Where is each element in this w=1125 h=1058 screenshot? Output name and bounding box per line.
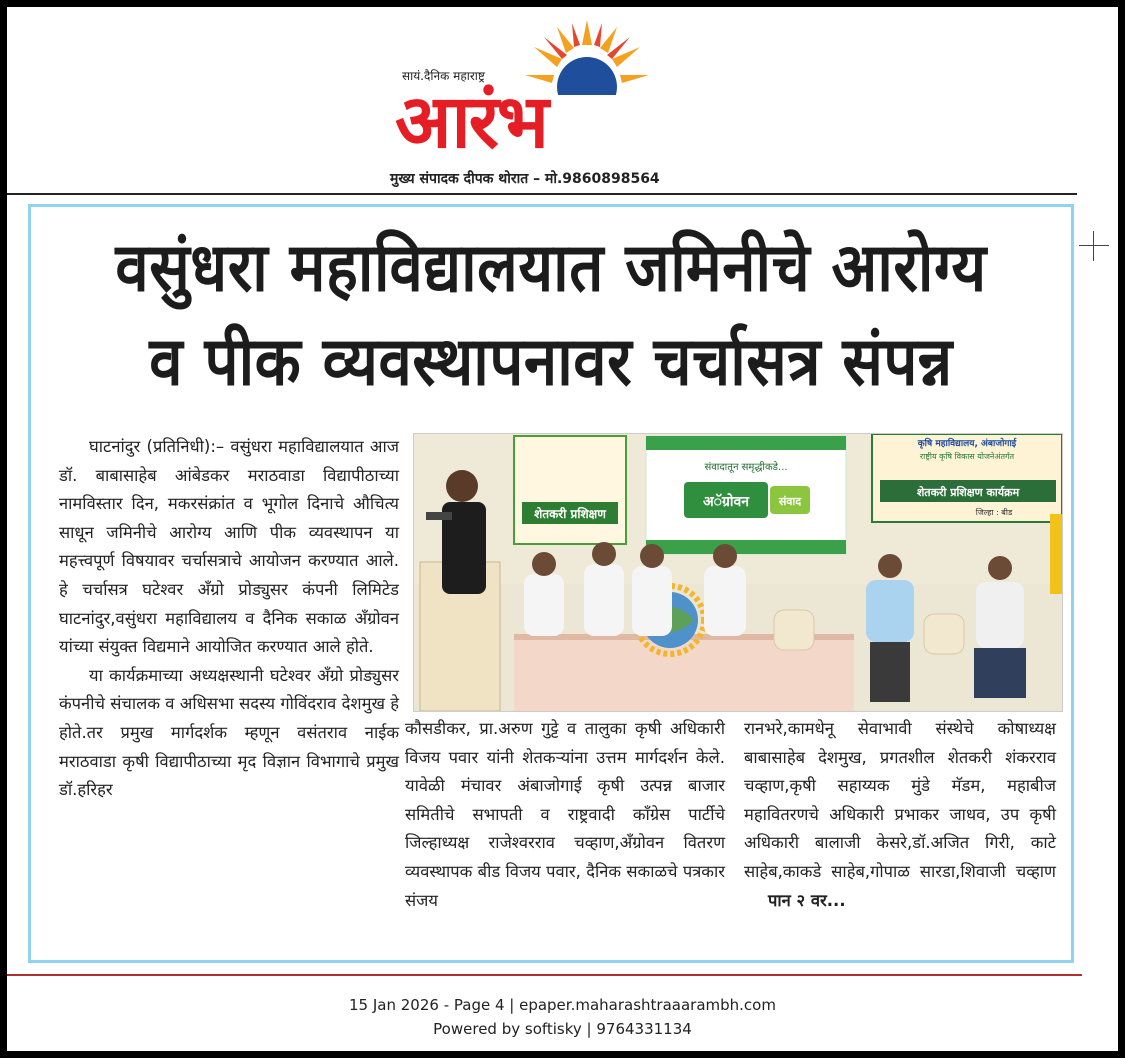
footer-date-page: 15 Jan 2026 - Page 4 | epaper.maharashtraaarambh.com (349, 996, 776, 1014)
newspaper-logo: आरंभ (395, 79, 547, 165)
masthead-tagline: सायं.दैनिक महाराष्ट्र (402, 69, 485, 83)
paragraph-intro: घाटनांदुर (प्रतिनिधी):– वसुंधरा महाविद्यालयात आज डॉ. बाबासाहेब आंबेडकर मराठवाडा विद्यापीठाच्या नामविस्तार दिन, मकरसंक्रांत व भूगोल दिनाचे औचित्य साधून जमिनीचे आरोग्य आणि पीक व्यवस्थापन या महत्त्वपूर्ण विषयावर चर्चासत्राचे आयोजन करण्यात आले. हे चर्चासत्र घटेश्वर अँग्रो प्रोड्युसर कंपनी लिमिटेड घाटनांदुर,वसुंधरा महाविद्यालय व दैनिक सकाळ अँग्रोवन यांच्या संयुक्त विद्यमाने आयोजित करण्यात आले होते. (59, 437, 399, 657)
banner-center-tagline: संवादातून समृद्धीकडे... (704, 462, 788, 473)
banner-right-district: जिल्हा : बीड (975, 508, 1013, 517)
banner-left-title: शेतकरी प्रशिक्षण (534, 507, 606, 521)
banner-right (872, 434, 1062, 522)
article-column-1 (59, 433, 399, 805)
banner-right-title: शेतकरी प्रशिक्षण कार्यक्रम (916, 486, 1020, 499)
article-column-2 (405, 715, 725, 915)
event-photo (413, 433, 1063, 712)
banner-right-line-1: कृषि महाविद्यालय, अंबाजोगाई (917, 439, 1017, 449)
crop-mark-icon (1079, 231, 1109, 261)
banner-center (646, 436, 846, 554)
article-box (28, 204, 1074, 963)
event-photo-illustration (414, 434, 1062, 711)
masthead (7, 7, 1118, 197)
epaper-page (7, 7, 1118, 1051)
banner-right-line-2: राष्ट्रीय कृषि विकास योजनेअंतर्गत (919, 452, 1015, 461)
article-column-3 (744, 715, 1056, 915)
footer-divider (7, 974, 1082, 976)
paragraph-chair: या कार्यक्रमाच्या अध्यक्षस्थानी घटेश्वर अँग्रो प्रोड्युसर कंपनीचे संचालक व अधिसभा सदस्य गोविंदराव देशमुख हे होते.तर प्रमुख मार्गदर्शक म्हणून वसंतराव नाईक मराठवाडा कृषी विद्यापीठाच्या मृद विज्ञान विभागाचे प्रमुख डॉ.हरिहर (59, 665, 399, 800)
headline-line-2: व पीक व्यवस्थापनावर चर्चासत्र संपन्न (149, 322, 953, 402)
paragraph-attendees: रानभरे,कामधेनू सेवाभावी संस्थेचे कोषाध्यक्ष बाबासाहेब देशमुख, प्रगतशील शेतकरी शंकरराव चव्हाण,कृषी सहाय्यक मुंडे मॅडम, महाबीज महावितरणचे अधिकारी प्रभाकर जाधव, उप कृषी अधिकारी बालाजी केसरे,डॉ.अजित गिरी, काटे साहेब,काकडे साहेब,गोपाळ सारडा,शिवाजी चव्हाण (744, 719, 1056, 881)
editor-line: मुख्य संपादक दीपक थोरात – मो.9860898564 (390, 171, 660, 187)
banner-center-brand: अॅग्रोवन (702, 494, 750, 510)
footer-powered-by: Powered by softisky | 9764331134 (433, 1020, 692, 1038)
paragraph-guests: कौसडीकर, प्रा.अरुण गुट्टे व तालुका कृषी अधिकारी विजय पवार यांनी शेतकऱ्यांना उत्तम मार्गदर्शन केले. यावेळी मंचावर अंबाजोगाई कृषी उत्पन्न बाजार समितीचे सभापती व राष्ट्रवादी काँग्रेस पार्टीचे जिल्हाध्यक्ष राजेश्वरराव चव्हाण,अँग्रोवन वितरण व्यवस्थापक बीड विजय पवार, दैनिक सकाळचे पत्रकार संजय (405, 719, 725, 910)
headline-line-1: वसुंधरा महाविद्यालयात जमिनीचे आरोग्य (115, 228, 987, 308)
continued-link[interactable]: पान २ वर... (768, 890, 846, 910)
banner-center-brand-2: संवाद (778, 495, 802, 508)
masthead-divider (7, 193, 1077, 195)
banner-left (514, 436, 626, 544)
